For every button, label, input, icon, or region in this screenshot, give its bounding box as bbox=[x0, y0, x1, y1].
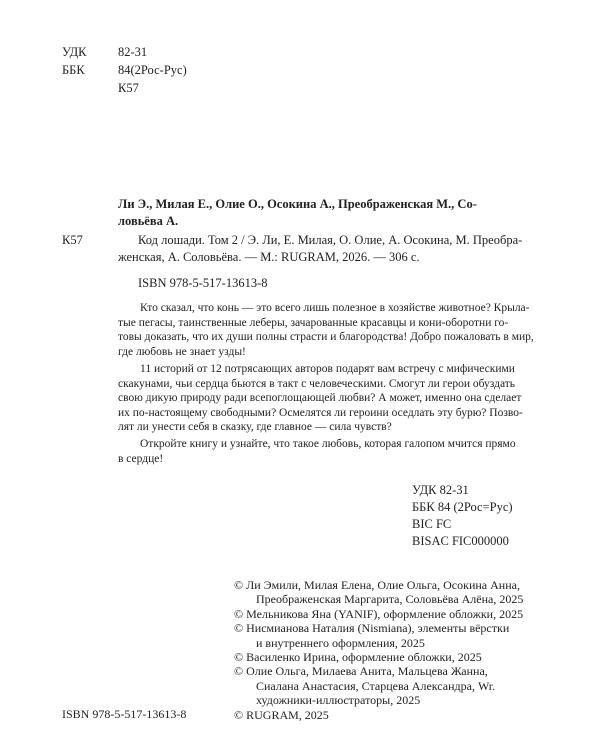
annotation-line: лят ли унести себя в сказку, где главное — сила чувств? bbox=[118, 421, 392, 433]
annotation-line: Откройте книгу и узнайте, что такое любовь, которая галопом мчится прямо bbox=[140, 438, 516, 450]
copyright-line: © RUGRAM, 2025 bbox=[234, 707, 329, 722]
annotation-line: скакунами, чьи сердца бьются в такт с человеческими. Смогут ли герои обуздать bbox=[118, 377, 516, 390]
annotation-line: тые пегасы, таинственные леберы, зачарованные красавцы и кони-оборотни го- bbox=[118, 316, 509, 329]
annotation-paragraph-3 bbox=[118, 437, 516, 466]
record-mark: К57 bbox=[62, 233, 83, 247]
annotation-line: свою дикую природу ради всепоглощающей любви? А может, именно она сделает bbox=[118, 392, 522, 404]
right-bic: BIC FC bbox=[412, 517, 452, 531]
copyright-line: © Мельникова Яна (YANIF), оформление обложки, 2025 bbox=[234, 606, 524, 621]
annotation-line: где любовь не знает узды! bbox=[118, 345, 246, 358]
annotation-line: Кто сказал, что конь — это всего лишь полезное в хозяйстве животное? Крыла- bbox=[140, 302, 530, 314]
right-udk: УДК 82-31 bbox=[412, 483, 469, 497]
udk-label: УДК bbox=[62, 45, 87, 59]
copyright-line-cont: Преображенская Маргарита, Соловьёва Алёна, 2025 bbox=[256, 592, 524, 607]
annotation-paragraph-1 bbox=[118, 301, 534, 359]
copyright-line-cont: художники-иллюстраторы, 2025 bbox=[256, 693, 421, 708]
copyright-line: © Ли Эмили, Милая Елена, Олие Ольга, Осокина Анна, bbox=[234, 578, 520, 592]
bbk-line bbox=[62, 62, 187, 78]
record-line-2: женская, А. Соловьёва. — М.: RUGRAM, 2026. — 306 с. bbox=[118, 250, 420, 264]
copyright-line-cont: Сиалана Анастасия, Старцева Александра, Wr. bbox=[256, 678, 496, 693]
bottom-isbn: ISBN 978-5-517-13613-8 bbox=[62, 707, 187, 721]
bbk-value: 84(2Рос-Рус) bbox=[118, 63, 187, 77]
record-line-1: Код лошади. Том 2 / Э. Ли, Е. Милая, О. Олие, А. Осокина, М. Преобра- bbox=[138, 233, 523, 247]
copyright-block bbox=[234, 578, 523, 722]
annotation-paragraph-2 bbox=[118, 362, 523, 435]
udk-value: 82-31 bbox=[118, 45, 148, 59]
annotation-line: в сердце! bbox=[118, 452, 164, 465]
annotation-line: их по-настоящему свободными? Осмелятся ли героини оседлать эту бурю? Позво- bbox=[118, 406, 523, 419]
annotation-line: товы доказать, что их души полны страсти и благородства! Добро пожаловать в мир, bbox=[118, 331, 534, 343]
right-bbk: ББК 84 (2Рос=Рус) bbox=[412, 500, 513, 514]
copyright-line: © Василенко Ирина, оформление обложки, 2025 bbox=[234, 650, 482, 665]
copyright-line: © Нисмианова Наталия (Nismiana), элементы вёрстки bbox=[234, 621, 510, 636]
authors-line-2: ловьёва А. bbox=[118, 214, 179, 228]
copyright-line-cont: и внутреннего оформления, 2025 bbox=[256, 635, 425, 650]
copyright-line: © Олие Ольга, Милаева Анита, Мальцева Жанна, bbox=[234, 664, 488, 679]
bbk-label: ББК bbox=[62, 63, 85, 77]
authors-line-1: Ли Э., Милая Е., Олие О., Осокина А., Преображенская М., Со- bbox=[118, 197, 477, 211]
author-mark: К57 bbox=[118, 81, 139, 95]
right-bisac: BISAC FIC000000 bbox=[412, 534, 509, 548]
annotation-line: 11 историй от 12 потрясающих авторов подарят вам встречу с мифическими bbox=[140, 363, 515, 375]
record-isbn: ISBN 978-5-517-13613-8 bbox=[138, 276, 268, 290]
udk-line bbox=[62, 44, 148, 60]
